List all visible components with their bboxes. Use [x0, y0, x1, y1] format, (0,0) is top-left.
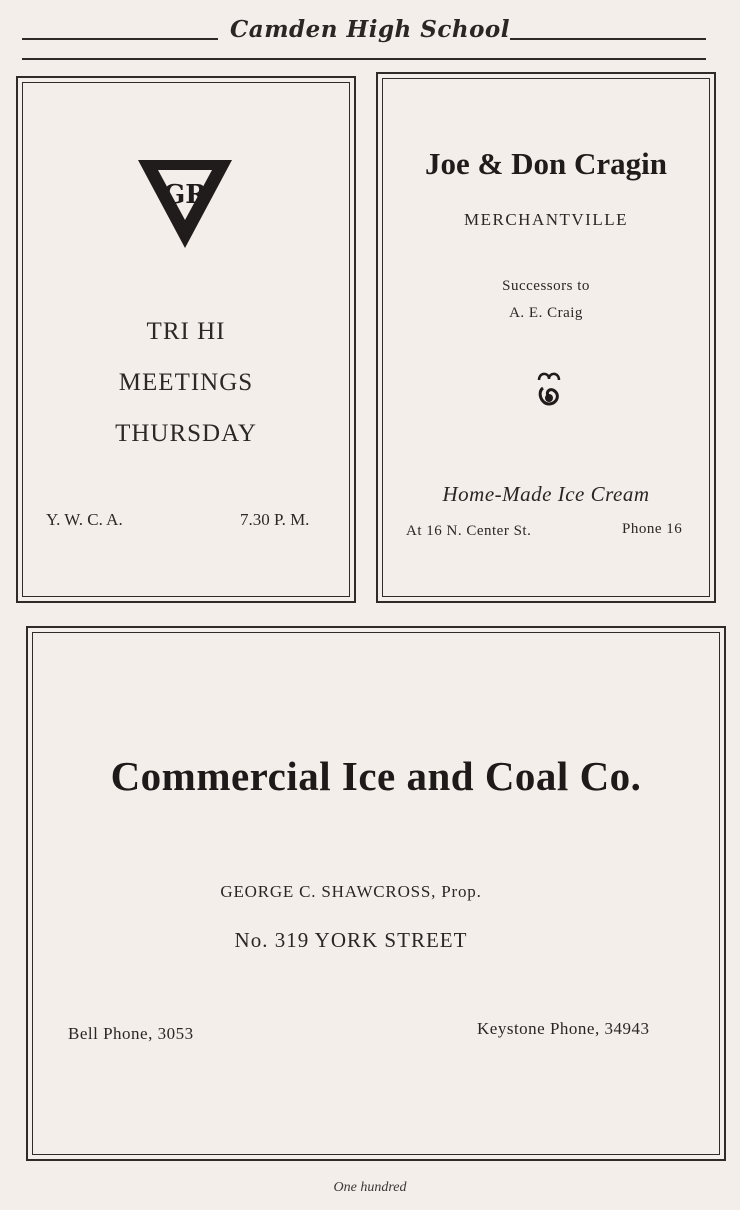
- cragin-name: Joe & Don Cragin: [425, 146, 667, 181]
- cragin-phone: Phone 16: [622, 521, 683, 537]
- cragin-tagline: Home-Made Ice Cream: [442, 482, 650, 506]
- tri-hi-triangle-logo-icon: [136, 158, 234, 250]
- coal-company-name: Commercial Ice and Coal Co.: [110, 753, 642, 799]
- cragin-predecessor: A. E. Craig: [509, 305, 583, 321]
- cragin-town: MERCHANTVILLE: [464, 210, 628, 229]
- tri-hi-line-2: MEETINGS: [118, 369, 254, 396]
- coal-ad: [26, 626, 726, 1161]
- page-number: One hundred: [333, 1180, 407, 1195]
- cragin-successors-line: Successors to: [502, 278, 590, 294]
- coal-keystone-phone: Keystone Phone, 34943: [477, 1019, 650, 1038]
- header-rule-right: [510, 38, 706, 40]
- tri-hi-line-3: THURSDAY: [115, 420, 257, 447]
- tri-hi-line-1: TRI HI: [146, 318, 226, 345]
- cragin-ad: [376, 72, 716, 603]
- tri-hi-time: 7.30 P. M.: [240, 510, 310, 529]
- coal-bell-phone: Bell Phone, 3053: [68, 1024, 194, 1043]
- logo-letters: GR: [163, 180, 207, 210]
- coal-address: No. 319 YORK STREET: [234, 928, 468, 952]
- header-rule-left: [22, 38, 218, 40]
- coal-proprietor: GEORGE C. SHAWCROSS, Prop.: [220, 882, 482, 901]
- header-rule-bottom: [22, 58, 706, 60]
- ornament-icon: [533, 370, 565, 410]
- header-title: Camden High School: [229, 16, 511, 43]
- tri-hi-ad: [16, 76, 356, 603]
- tri-hi-place: Y. W. C. A.: [46, 510, 123, 529]
- cragin-address: At 16 N. Center St.: [406, 523, 532, 539]
